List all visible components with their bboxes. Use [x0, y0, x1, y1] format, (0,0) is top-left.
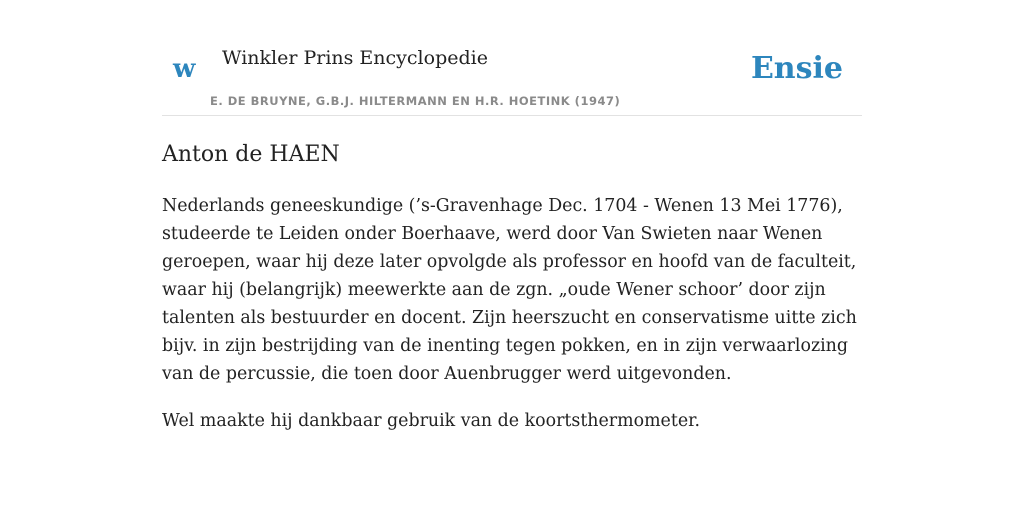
entry-page — [162, 0, 862, 512]
entry-title: Anton de HAEN — [162, 142, 340, 167]
header-divider — [162, 115, 862, 116]
entry-body — [162, 192, 862, 454]
publication-authors: E. DE BRUYNE, G.B.J. HILTERMANN EN H.R. HOETINK (1947) — [210, 94, 621, 108]
publication-logo[interactable]: w — [173, 54, 196, 84]
entry-paragraph: Nederlands geneeskundige (’s-Gravenhage Dec. 1704 - Wenen 13 Mei 1776), studeerde te Leiden onder Boerhaave, werd door Van Swieten naar Wenen geroepen, waar hij deze later opvolgde als professor en hoofd van de faculteit, waar hij (belangrijk) meewerkte aan de zgn. „oude Wener schoor’ door zijn talenten als bestuurder en docent. Zijn heerszucht en conservatisme uitte zich bijv. in zijn bestrijding van de inenting tegen pokken, en in zijn verwaarlozing van de percussie, die toen door Auenbrugger werd uitgevonden. — [162, 196, 857, 384]
entry-paragraph: Wel maakte hij dankbaar gebruik van de koortsthermometer. — [162, 411, 701, 431]
publication-title[interactable]: Winkler Prins Encyclopedie — [222, 47, 488, 69]
ensie-brand-logo[interactable]: Ensie — [750, 51, 843, 86]
